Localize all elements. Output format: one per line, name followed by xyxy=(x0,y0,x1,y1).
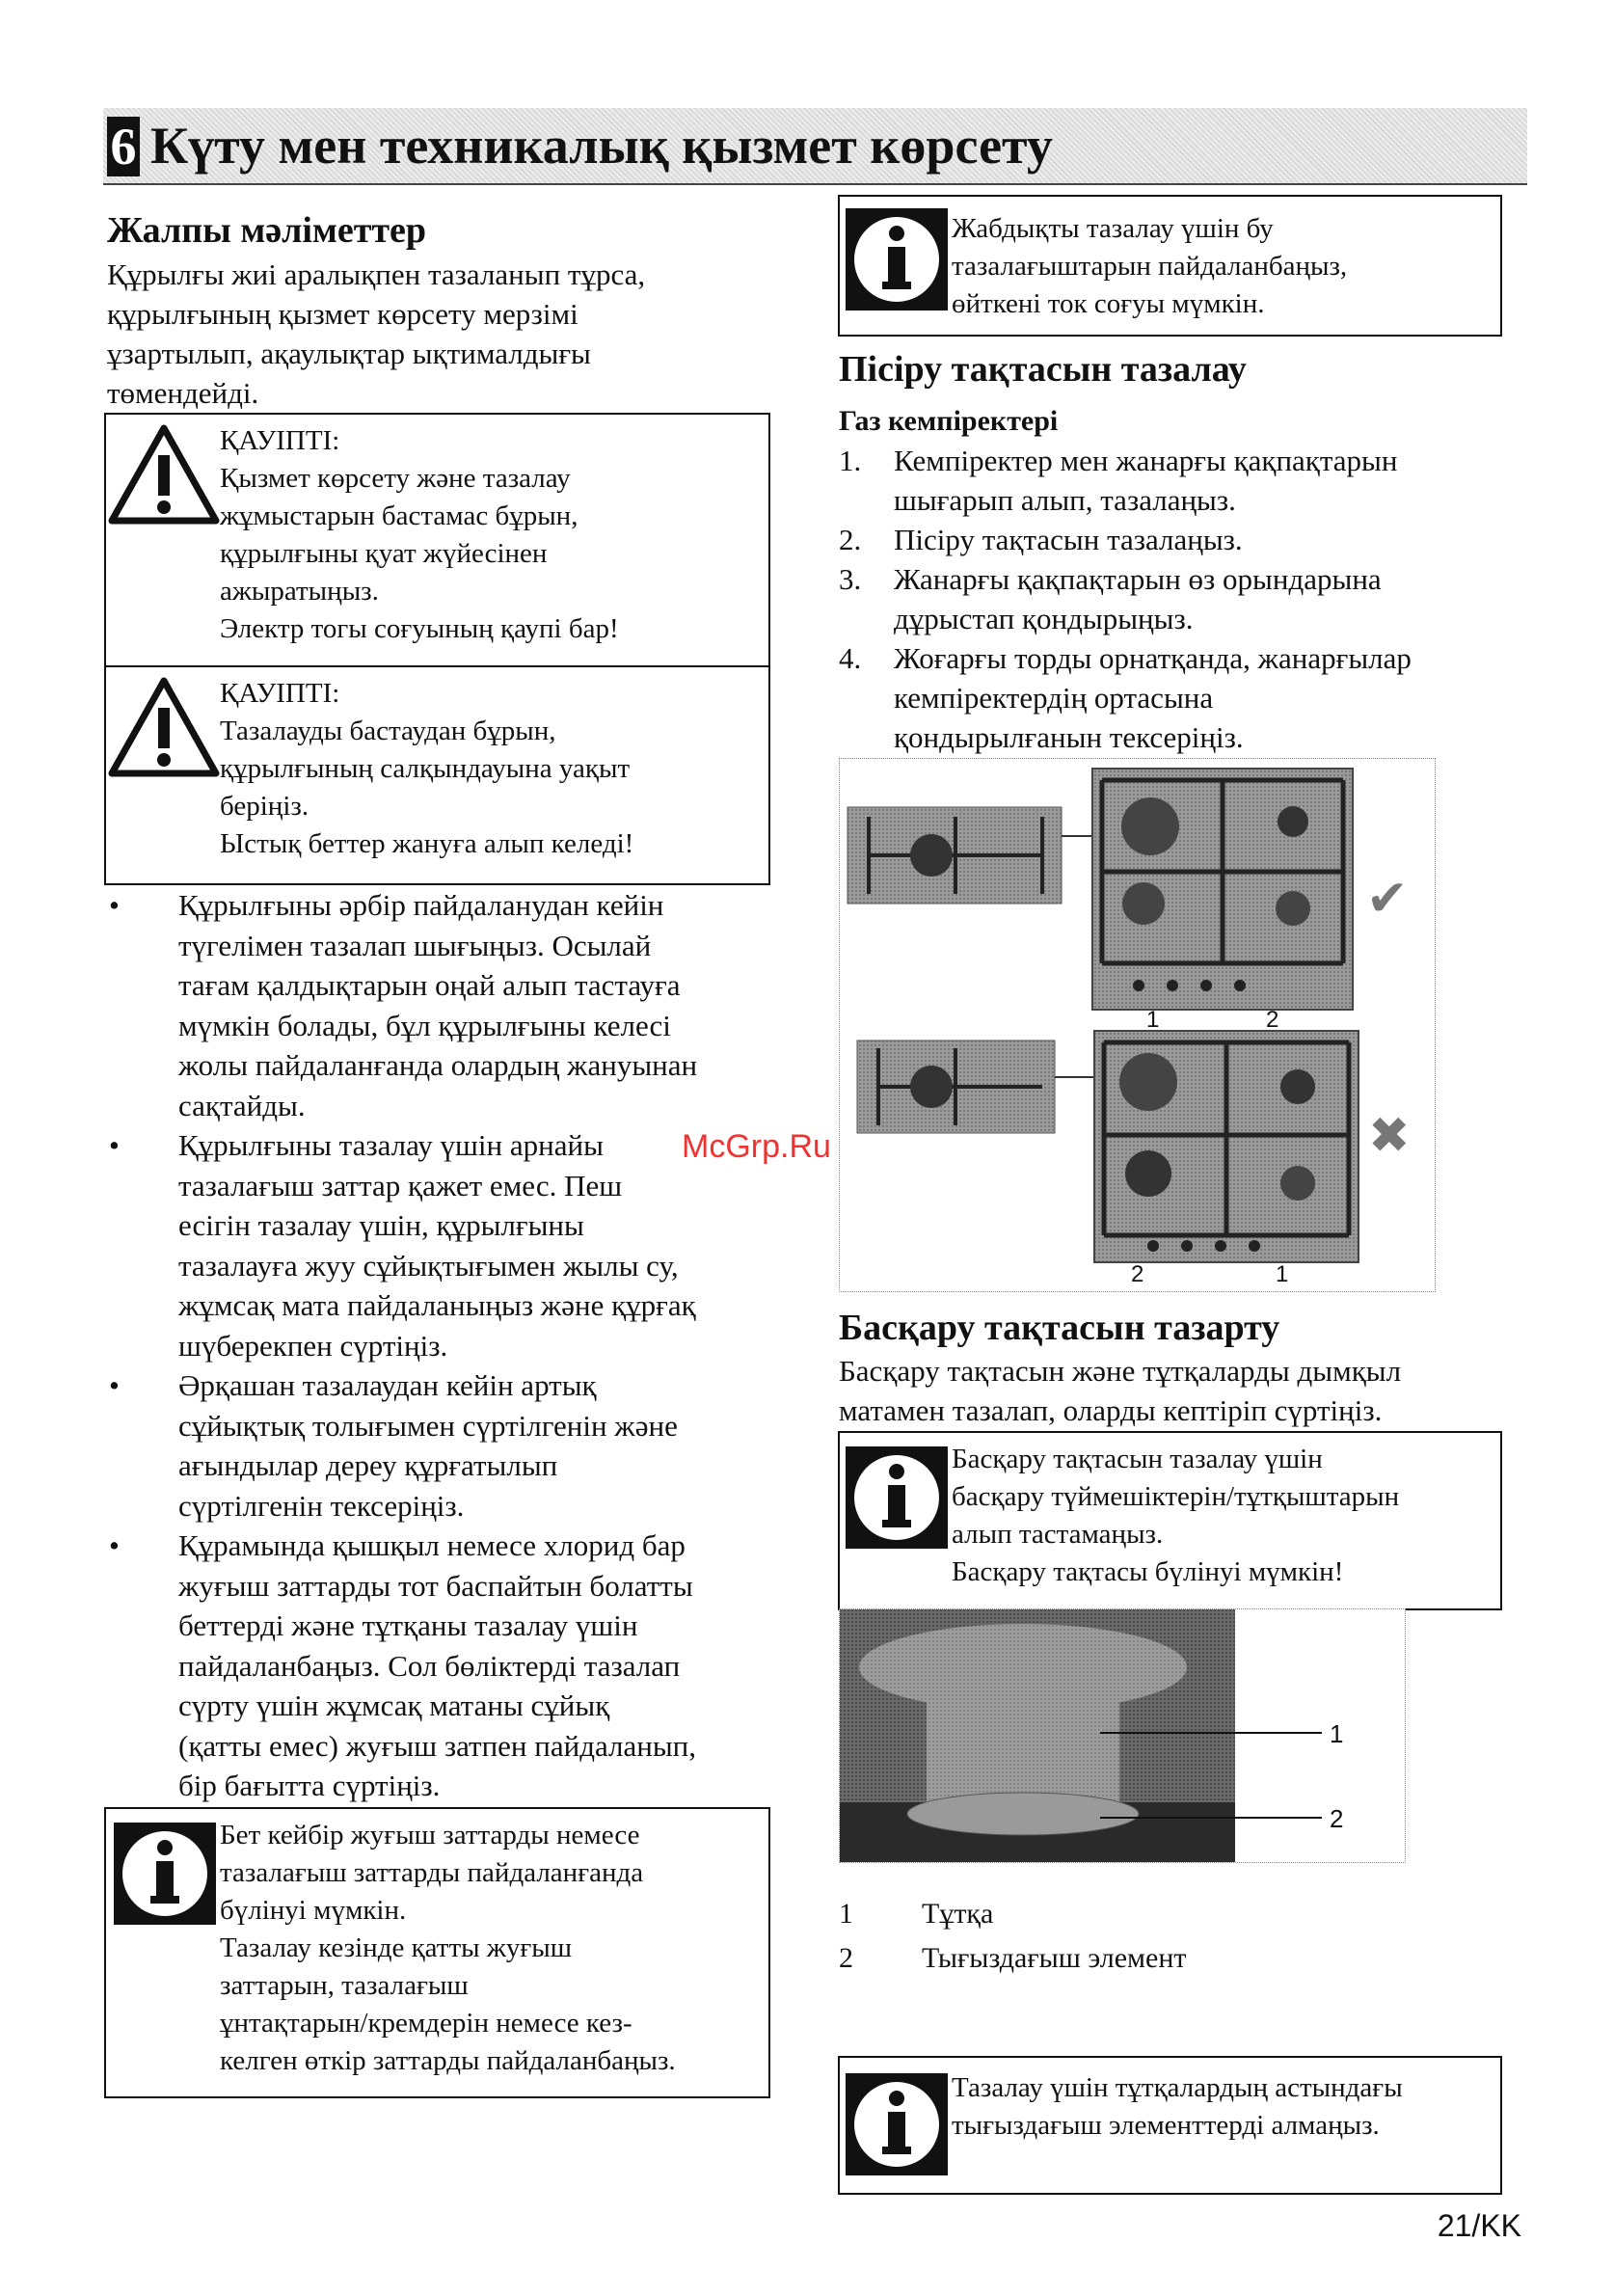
panel-heading: Басқару тақтасын тазарту xyxy=(839,1308,1280,1348)
info-icon xyxy=(114,1823,216,1930)
warning-line: ажыратыңыз. xyxy=(220,576,379,607)
bullet-line: сүрту үшін жұмсақ матаны сұйық xyxy=(178,1688,610,1722)
legend-item xyxy=(839,1892,1417,1936)
warning-triangle-icon xyxy=(108,677,220,782)
info-line: бүлінуі мүмкін. xyxy=(220,1895,407,1926)
warning-line: ҚАУІПТІ: xyxy=(220,425,340,456)
warning-2-text xyxy=(220,675,760,863)
info-line: ұнтақтарын/кремдерін немесе кез- xyxy=(220,2008,632,2039)
info-line: басқару түймешіктерін/тұтқыштарын xyxy=(952,1481,1400,1512)
bullet-line: пайдаланбаңыз. Сол бөліктерді тазалап xyxy=(178,1648,681,1683)
warning-1-text xyxy=(220,422,760,648)
bullet-line: (қатты емес) жуғыш затпен пайдаланып, xyxy=(178,1728,697,1763)
general-heading: Жалпы мәліметтер xyxy=(107,210,427,251)
page-number: 21/KK xyxy=(1437,2208,1521,2243)
bullet-line: тазалауға жуу сұйықтығымен жылы су, xyxy=(178,1248,679,1283)
warning-triangle-icon xyxy=(108,424,220,529)
info-bottom-text xyxy=(952,2069,1492,2145)
hob-heading: Пісіру тақтасын тазалау xyxy=(839,349,1247,390)
step-line: қондырылғанын тексеріңіз. xyxy=(894,720,1244,754)
panel-line: Басқару тақтасын және тұтқаларды дымқыл xyxy=(839,1354,1402,1388)
bullet-line: түгелімен тазалап шығыңыз. Осылай xyxy=(178,928,652,962)
bullet-line: Әрқашан тазалаудан кейін артық xyxy=(178,1368,597,1402)
warning-line: Ыстық беттер жануға алып келеді! xyxy=(220,828,634,859)
info-line: өйткені ток соғуы мүмкін. xyxy=(952,288,1265,319)
warning-line: ҚАУІПТІ: xyxy=(220,678,340,709)
bullet-line: Құрылғыны тазалау үшін арнайы xyxy=(178,1128,604,1162)
knob-legend xyxy=(839,1892,1417,1981)
figure-label: 2 xyxy=(1266,1007,1279,1033)
figure-label: 2 xyxy=(1330,1804,1344,1833)
info-icon xyxy=(846,1446,948,1553)
bullet-line: ағындылар дереу құрғатылып xyxy=(178,1448,558,1482)
info-box-top-right xyxy=(838,195,1502,337)
legend-number: 2 xyxy=(839,1942,853,1974)
warning-line: Қызмет көрсету және тазалау xyxy=(220,463,571,494)
step-line: Жоғарғы торды орнатқанда, жанарғылар xyxy=(894,641,1412,675)
figure-label: 1 xyxy=(1146,1007,1160,1033)
bullet-line: мүмкін болады, бұл құрылғыны келесі xyxy=(178,1008,671,1042)
bullet-icon: • xyxy=(109,1368,120,1402)
hob-subheading: Газ кемпіректері xyxy=(839,405,1059,437)
bullet-line: беттерді және тұтқаны тазалау үшін xyxy=(178,1608,638,1642)
hob-figure xyxy=(839,758,1436,1292)
step-line: Жанарғы қақпақтарын өз орындарына xyxy=(894,562,1382,596)
list-item xyxy=(107,885,801,1125)
info-line: алып тастамаңыз. xyxy=(952,1519,1164,1550)
step-line: Пісіру тақтасын тазалаңыз. xyxy=(894,523,1243,556)
warning-line: беріңіз. xyxy=(220,791,309,822)
bullet-line: жуғыш заттарды тот баспайтын болатты xyxy=(178,1568,693,1603)
info-line: Басқару тақтасы бүлінуі мүмкін! xyxy=(952,1556,1344,1587)
cross-mark-icon: ✖ xyxy=(1368,1107,1411,1165)
panel-paragraph xyxy=(839,1351,1514,1430)
step-line: шығарып алып, тазалаңыз. xyxy=(894,483,1236,517)
check-mark-icon: ✔ xyxy=(1366,870,1409,928)
legend-number: 1 xyxy=(839,1898,853,1930)
info-line: заттарын, тазалағыш xyxy=(220,1970,469,2001)
bullet-line: бір бағытта сүртіңіз. xyxy=(178,1769,441,1802)
info-line: тығыздағыш элементтерді алмаңыз. xyxy=(952,2110,1380,2141)
hob-steps xyxy=(839,441,1514,757)
info-line: Тазалау кезінде қатты жуғыш xyxy=(220,1932,573,1963)
figure-label: 2 xyxy=(1131,1261,1144,1287)
list-item xyxy=(839,441,1514,520)
bullet-line: жолы пайдаланғанда олардың жануынан xyxy=(178,1048,698,1082)
step-number: 1. xyxy=(839,444,862,477)
info-icon xyxy=(846,2073,948,2180)
step-number: 3. xyxy=(839,562,862,596)
info-box-left xyxy=(104,1807,770,2098)
info-box-bottom xyxy=(838,2056,1502,2195)
step-number: 4. xyxy=(839,641,862,675)
info-line: тазалағыштарын пайдаланбаңыз, xyxy=(952,251,1348,282)
info-box-panel xyxy=(838,1431,1502,1610)
bullet-line: сүртілгенін тексеріңіз. xyxy=(178,1488,465,1523)
list-item xyxy=(839,520,1514,559)
section-title: Күту мен техникалық қызмет көрсету xyxy=(150,117,1053,175)
legend-item xyxy=(839,1936,1417,1981)
info-icon xyxy=(846,208,948,315)
figure-label: 1 xyxy=(1330,1719,1344,1748)
section-number: 6 xyxy=(107,117,140,176)
bullet-icon: • xyxy=(109,1528,120,1562)
legend-text: Тығыздағыш элемент xyxy=(922,1942,1187,1974)
general-line: төмендейді. xyxy=(107,376,259,410)
step-line: Кемпіректер мен жанарғы қақпақтарын xyxy=(894,444,1398,477)
warning-box-1 xyxy=(104,413,770,669)
step-line: дұрыстап қондырыңыз. xyxy=(894,602,1194,635)
bullet-line: жұмсақ мата пайдаланыңыз және құрғақ xyxy=(178,1288,696,1322)
warning-line: құрылғыны қуат жүйесінен xyxy=(220,538,548,569)
list-item xyxy=(839,638,1514,757)
warning-line: жұмыстарын бастамас бұрын, xyxy=(220,500,578,531)
list-item xyxy=(839,559,1514,638)
warning-line: Электр тогы соғуының қаупі бар! xyxy=(220,613,619,644)
general-line: құрылғының қызмет көрсету мерзімі xyxy=(107,297,578,331)
bullet-line: шүберекпен сүртіңіз. xyxy=(178,1328,448,1363)
list-item xyxy=(107,1365,801,1526)
step-number: 2. xyxy=(839,523,862,556)
panel-line: матамен тазалап, оларды кептіріп сүртіңіз. xyxy=(839,1393,1383,1427)
watermark: McGrp.Ru xyxy=(682,1128,831,1165)
bullet-line: тағам қалдықтарын оңай алып тастауға xyxy=(178,968,681,1002)
info-line: Бет кейбір жуғыш заттарды немесе xyxy=(220,1820,640,1850)
bullet-line: Құрылғыны әрбір пайдаланудан кейін xyxy=(178,888,664,922)
bullet-line: сұйықтық толығымен сүртілгенін және xyxy=(178,1408,678,1443)
info-line: тазалағыш заттарды пайдаланғанда xyxy=(220,1857,644,1888)
figure-label: 1 xyxy=(1276,1261,1289,1287)
info-left-text xyxy=(220,1817,760,2080)
legend-text: Тұтқа xyxy=(922,1898,994,1930)
general-line: Құрылғы жиі аралықпен тазаланып тұрса, xyxy=(107,257,646,291)
knob-figure xyxy=(839,1608,1406,1863)
info-line: келген өткір заттарды пайдаланбаңыз. xyxy=(220,2045,676,2076)
info-line: Басқару тақтасын тазалау үшін xyxy=(952,1444,1323,1474)
info-panel-text xyxy=(952,1441,1492,1591)
general-paragraph xyxy=(107,255,782,413)
warning-line: Тазалауды бастаудан бұрын, xyxy=(220,716,556,746)
knob-illustration xyxy=(840,1609,1405,1862)
info-top-right-text xyxy=(952,210,1492,323)
info-line: Тазалау үшін тұтқалардың астындағы xyxy=(952,2072,1403,2103)
bullet-icon: • xyxy=(109,1128,120,1162)
bullet-icon: • xyxy=(109,888,120,922)
warning-line: құрылғының салқындауына уақыт xyxy=(220,753,631,784)
bullet-list xyxy=(107,885,801,1806)
warning-box-2 xyxy=(104,665,770,885)
bullet-line: тазалағыш заттар қажет емес. Пеш xyxy=(178,1168,623,1202)
info-line: Жабдықты тазалау үшін бу xyxy=(952,213,1274,244)
step-line: кемпіректердің ортасына xyxy=(894,681,1214,715)
hob-illustration xyxy=(840,759,1435,1291)
general-line: ұзартылып, ақаулықтар ықтималдығы xyxy=(107,337,591,370)
list-item xyxy=(107,1526,801,1806)
bullet-line: сақтайды. xyxy=(178,1088,306,1122)
bullet-line: Құрамында қышқыл немесе хлорид бар xyxy=(178,1528,686,1562)
bullet-line: есігін тазалау үшін, құрылғыны xyxy=(178,1208,584,1242)
